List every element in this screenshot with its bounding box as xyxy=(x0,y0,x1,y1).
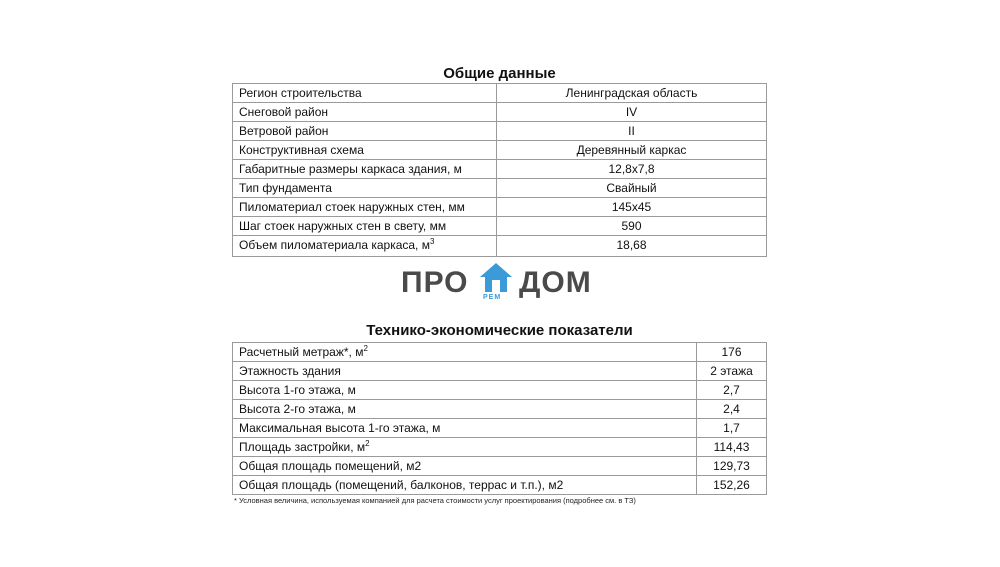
row-value: 114,43 xyxy=(697,438,767,457)
row-value: 2,7 xyxy=(697,381,767,400)
row-value: 2,4 xyxy=(697,400,767,419)
table-row xyxy=(233,362,767,381)
row-value: IV xyxy=(497,103,767,122)
row-label: Снеговой район xyxy=(233,103,497,122)
row-label: Шаг стоек наружных стен в свету, мм xyxy=(233,217,497,236)
row-label: Тип фундамента xyxy=(233,179,497,198)
footnote: * Условная величина, используемая компанией для расчета стоимости услуг проектирования (подробнее см. в ТЗ) xyxy=(234,496,636,505)
table-row xyxy=(233,236,767,257)
row-value: 2 этажа xyxy=(697,362,767,381)
house-icon xyxy=(479,262,513,294)
company-logo xyxy=(401,262,601,306)
row-label: Высота 2-го этажа, м xyxy=(233,400,697,419)
row-label: Габаритные размеры каркаса здания, м xyxy=(233,160,497,179)
row-label: Конструктивная схема xyxy=(233,141,497,160)
logo-subtext: РЕМ xyxy=(483,294,502,301)
row-value: 176 xyxy=(697,343,767,362)
row-value: 152,26 xyxy=(697,476,767,495)
row-label: Пиломатериал стоек наружных стен, мм xyxy=(233,198,497,217)
row-value: II xyxy=(497,122,767,141)
table-row xyxy=(233,122,767,141)
row-value: 590 xyxy=(497,217,767,236)
table-row xyxy=(233,400,767,419)
row-label: Максимальная высота 1-го этажа, м xyxy=(233,419,697,438)
row-label: Высота 1-го этажа, м xyxy=(233,381,697,400)
table-row xyxy=(233,160,767,179)
row-label xyxy=(233,343,697,362)
row-value: 1,7 xyxy=(697,419,767,438)
row-label: Регион строительства xyxy=(233,84,497,103)
row-label: Общая площадь (помещений, балконов, террас и т.п.), м2 xyxy=(233,476,697,495)
row-value: Деревянный каркас xyxy=(497,141,767,160)
row-label xyxy=(233,236,497,257)
unit-superscript: 2 xyxy=(363,344,368,353)
row-value: 129,73 xyxy=(697,457,767,476)
row-label-text: Объем пиломатериала каркаса, м xyxy=(239,238,430,252)
table-row xyxy=(233,381,767,400)
table-row xyxy=(233,179,767,198)
row-label: Общая площадь помещений, м2 xyxy=(233,457,697,476)
table-row xyxy=(233,141,767,160)
general-data-table xyxy=(232,83,767,257)
row-value: 145х45 xyxy=(497,198,767,217)
row-value: 18,68 xyxy=(497,236,767,257)
tech-indicators-table xyxy=(232,342,767,495)
table-row xyxy=(233,84,767,103)
table-row xyxy=(233,457,767,476)
row-value: Ленинградская область xyxy=(497,84,767,103)
table-row xyxy=(233,198,767,217)
row-label xyxy=(233,438,697,457)
table-row xyxy=(233,217,767,236)
row-label-text: Площадь застройки, м xyxy=(239,440,366,454)
unit-superscript: 2 xyxy=(365,439,370,448)
logo-text-left: ПРО xyxy=(401,266,469,299)
row-label-text: Расчетный метраж*, м xyxy=(239,345,364,359)
general-data-title: Общие данные xyxy=(443,65,556,82)
row-value: Свайный xyxy=(497,179,767,198)
table-row xyxy=(233,438,767,457)
row-value: 12,8х7,8 xyxy=(497,160,767,179)
unit-superscript: 3 xyxy=(429,237,435,246)
row-label: Этажность здания xyxy=(233,362,697,381)
tech-indicators-title: Технико-экономические показатели xyxy=(366,322,633,339)
table-row xyxy=(233,103,767,122)
table-row xyxy=(233,343,767,362)
table-row xyxy=(233,476,767,495)
logo-text-right: ДОМ xyxy=(519,266,592,299)
table-row xyxy=(233,419,767,438)
row-label: Ветровой район xyxy=(233,122,497,141)
